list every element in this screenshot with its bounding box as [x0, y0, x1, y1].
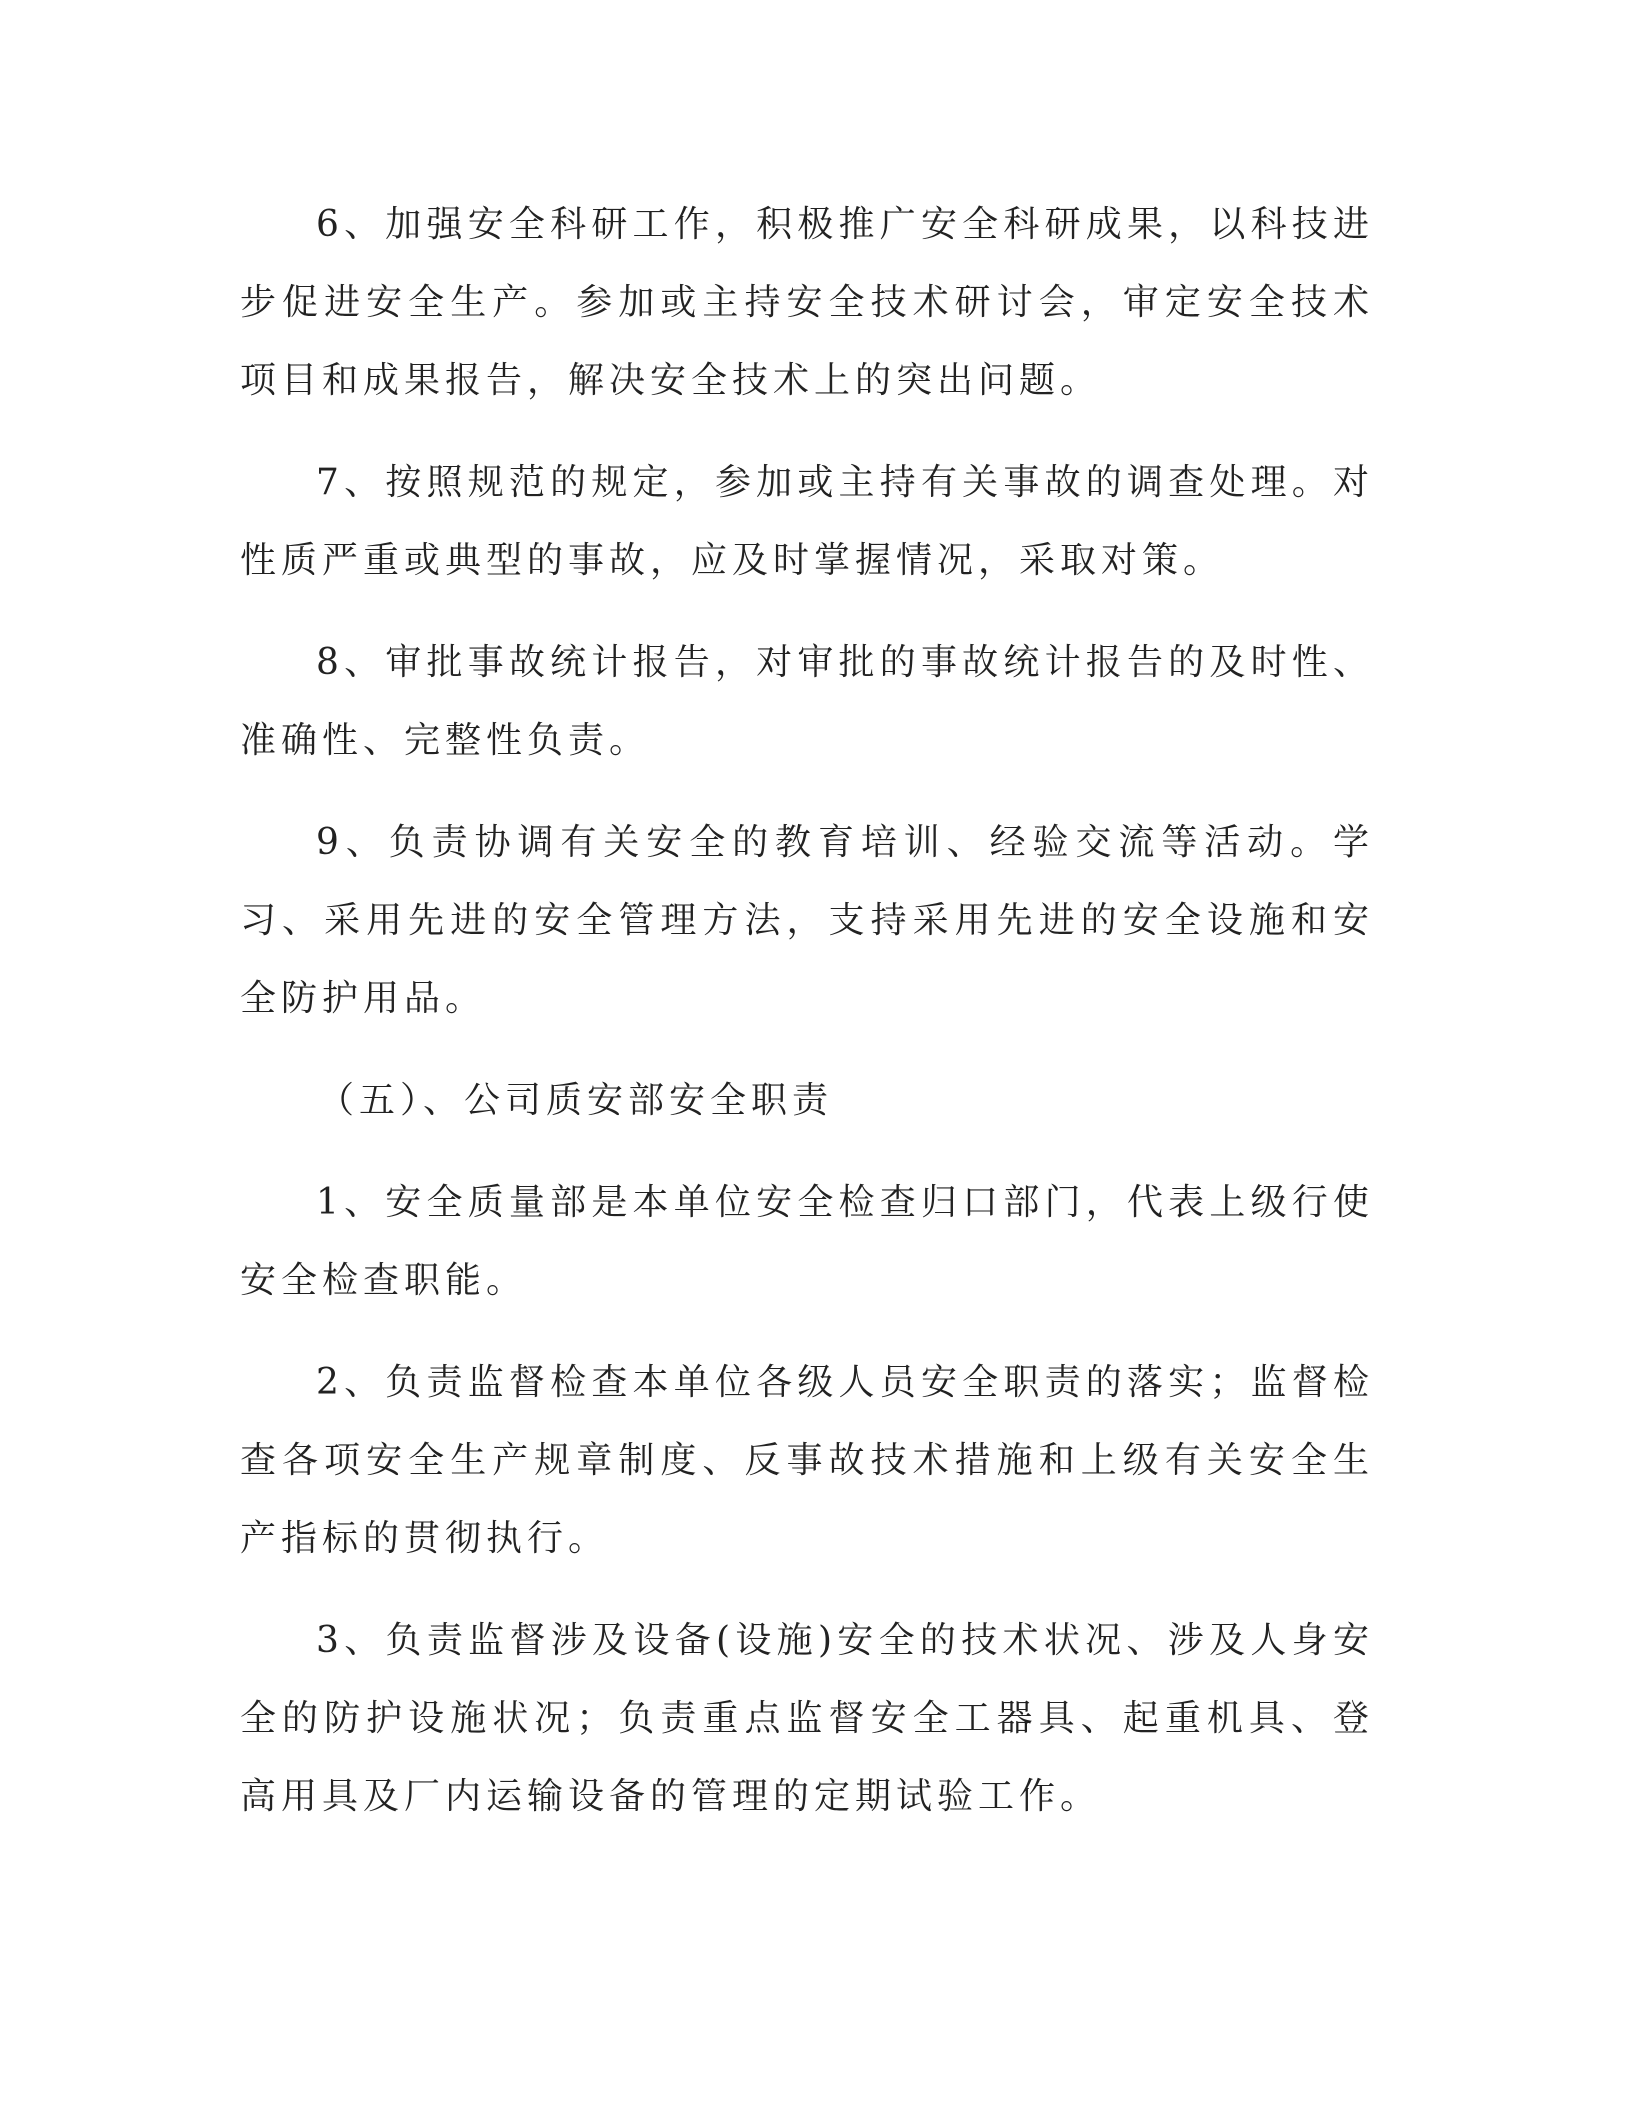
section-paragraph-2: 2、负责监督检查本单位各级人员安全职责的落实；监督检查各项安全生产规章制度、反事故技术措施和上级有关安全生产指标的贯彻执行。: [240, 1362, 1374, 1559]
paragraph-item-9: 9、负责协调有关安全的教育培训、经验交流等活动。学习、采用先进的安全管理方法，支持采用先进的安全设施和安全防护用品。: [240, 822, 1374, 1019]
paragraph-item-8: 8、审批事故统计报告，对审批的事故统计报告的及时性、准确性、完整性负责。: [240, 642, 1374, 761]
paragraph-item-6: 6、加强安全科研工作，积极推广安全科研成果，以科技进步促进安全生产。参加或主持安全技术研讨会，审定安全技术项目和成果报告，解决安全技术上的突出问题。: [240, 204, 1374, 401]
document-page: [240, 186, 1374, 1860]
paragraph-item-7: 7、按照规范的规定，参加或主持有关事故的调查处理。对性质严重或典型的事故，应及时掌握情况，采取对策。: [240, 462, 1374, 581]
section-paragraph-3: 3、负责监督涉及设备(设施)安全的技术状况、涉及人身安全的防护设施状况；负责重点监督安全工器具、起重机具、登高用具及厂内运输设备的管理的定期试验工作。: [240, 1620, 1374, 1817]
section-heading: （五）、公司质安部安全职责: [318, 1080, 834, 1121]
section-paragraph-1: 1、安全质量部是本单位安全检查归口部门，代表上级行使安全检查职能。: [240, 1182, 1374, 1301]
